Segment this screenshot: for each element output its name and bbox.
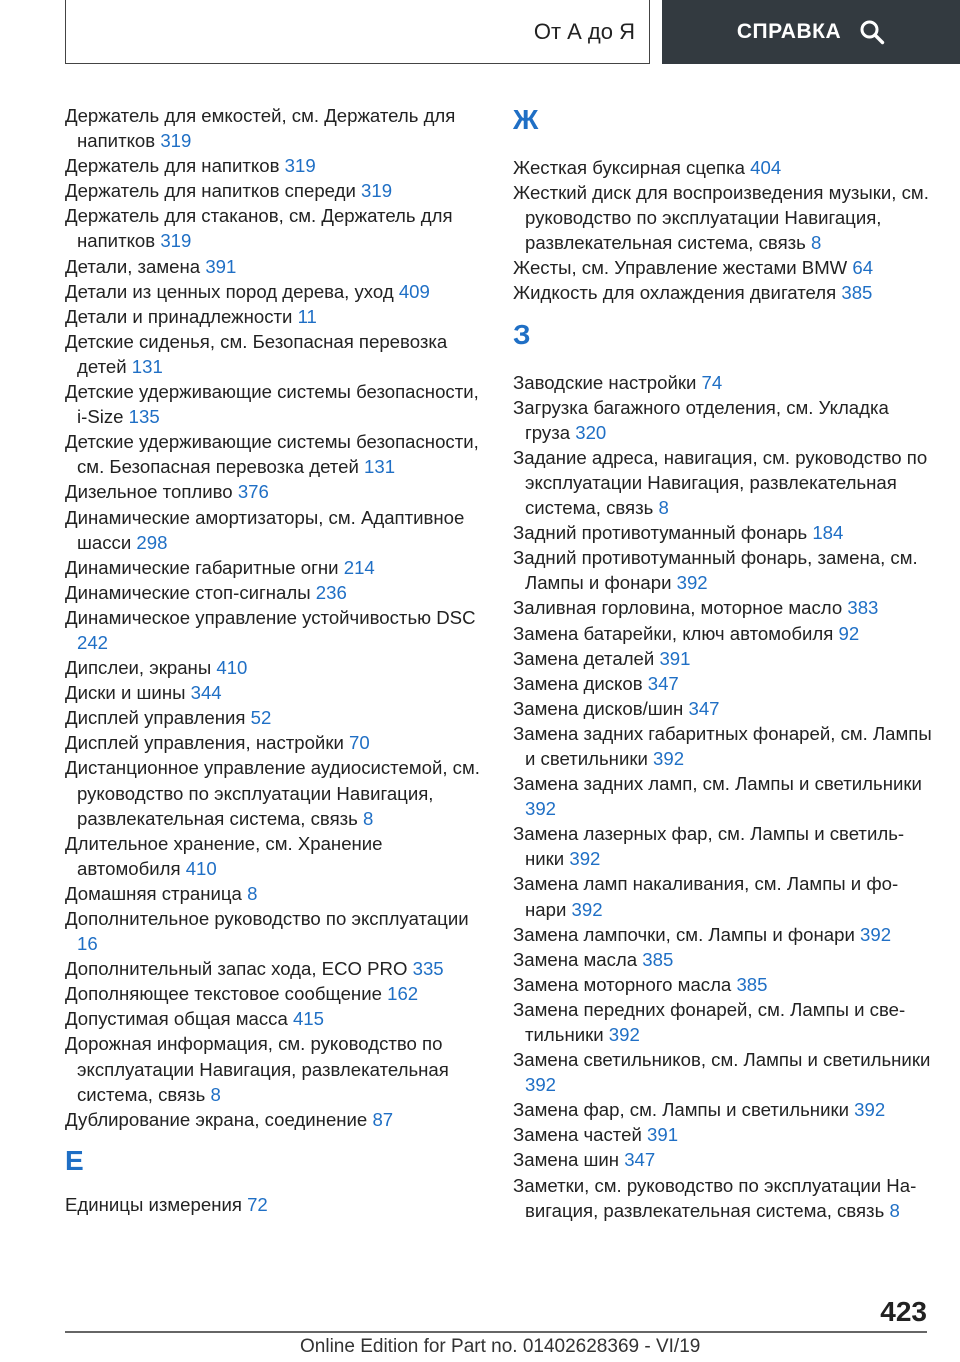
index-letter-heading: Е [65, 1144, 84, 1176]
index-entry [65, 906, 485, 956]
index-entry [65, 1107, 485, 1132]
index-entry-text: Заводские настройки [513, 371, 697, 393]
index-page-link[interactable]: 392 [525, 798, 557, 820]
index-page-link[interactable]: 391 [659, 647, 691, 669]
index-entry-text: Допустимая общая масса [65, 1008, 288, 1030]
index-entry [65, 1006, 485, 1031]
index-entry [513, 1047, 933, 1097]
index-page-link[interactable]: 74 [701, 371, 723, 393]
index-page-link[interactable]: 184 [812, 522, 844, 544]
index-entry-text: Динамические стоп-сигналы [65, 581, 311, 603]
index-entry-text: Жидкость для охлаждения двигателя [513, 282, 837, 304]
index-page-link[interactable]: 319 [361, 180, 393, 202]
index-page-link[interactable]: 409 [398, 280, 430, 302]
index-page-link[interactable]: 131 [131, 355, 163, 377]
index-entry-text: Жесткая буксирная сцепка [513, 157, 745, 178]
index-entry [65, 655, 485, 680]
index-entry [65, 680, 485, 705]
index-entry [65, 479, 485, 504]
index-page-link[interactable]: 135 [128, 406, 160, 428]
index-entry [65, 254, 485, 279]
index-entry-text: Замена деталей [513, 647, 655, 669]
index-entry-text: Дорожная информация, см. руководство по эксплуатации Навигация, развлекательная система, связь [65, 1033, 449, 1105]
index-entry-text: Замена задних ламп, см. Лампы и светильники [513, 773, 922, 795]
index-entry-text: Жесткий диск для воспроизведения музыки, см. руководство по эксплуатации Навигация, развлекательная система, связь [513, 182, 929, 254]
index-page-link[interactable]: 391 [647, 1124, 679, 1146]
index-entry-text: Заливная горловина, моторное масло [513, 597, 843, 619]
index-entry [513, 280, 933, 305]
index-entry [513, 696, 933, 721]
index-entry [65, 505, 485, 555]
index-page-link[interactable]: 70 [349, 732, 370, 754]
index-entry-text: Замена батарейки, ключ автомобиля [513, 622, 834, 644]
index-page-link[interactable]: 392 [571, 898, 603, 920]
index-page-link[interactable]: 319 [160, 130, 192, 152]
index-page-link[interactable]: 131 [364, 456, 396, 478]
index-page-link[interactable]: 391 [205, 255, 237, 277]
index-page-link[interactable]: 319 [160, 230, 192, 252]
index-page-link[interactable]: 385 [841, 282, 873, 304]
index-page-link[interactable]: 242 [77, 631, 109, 653]
index-entry-text: Держатель для напитков спереди [65, 180, 356, 202]
index-entry [513, 1122, 933, 1147]
index-entry [65, 831, 485, 881]
index-entry-text: Замена фар, см. Лампы и светильники [513, 1099, 849, 1121]
index-entry-text: Замена дисков [513, 672, 643, 694]
index-page-link[interactable]: 392 [569, 848, 601, 870]
index-page-link[interactable]: 320 [575, 421, 607, 443]
index-entry [513, 997, 933, 1047]
index-entry [513, 871, 933, 921]
index-page-link[interactable]: 16 [77, 933, 98, 955]
index-page-link[interactable]: 376 [237, 481, 269, 503]
index-entry-text: Детские удерживающие системы безопасности, см. Безопасная перевозка детей [65, 431, 479, 478]
index-entry-text: Динамические амортизаторы, см. Адаптивное шасси [65, 506, 465, 553]
index-entry [513, 947, 933, 972]
index-page-link[interactable]: 52 [250, 707, 272, 729]
index-page-link[interactable]: 8 [811, 232, 822, 254]
index-entry [65, 304, 485, 329]
index-entry [65, 1031, 485, 1106]
index-entry-text: Дистанционное управление аудиосистемой, см. руководство по эксплуатации Навигация, развлекательная система, связь [65, 757, 480, 829]
index-entry-text: Замена масла [513, 948, 638, 970]
index-entry-text: Держатель для емкостей, см. Держатель для напитков [65, 105, 456, 152]
index-page-link[interactable]: 8 [658, 497, 669, 519]
index-entry [65, 429, 485, 479]
index-entry-text: Детские удерживающие системы безопасности, i-Size [65, 381, 479, 428]
index-entry-text: Держатель для напитков [65, 155, 280, 177]
index-page-link[interactable]: 347 [647, 672, 679, 694]
index-page-link[interactable]: 392 [854, 1099, 886, 1121]
index-page-link[interactable]: 392 [653, 747, 685, 769]
index-entry-text: Задание адреса, навигация, см. руководство по эксплуатации Навигация, развлекательная система, связь [513, 446, 928, 519]
index-entry [65, 730, 485, 755]
index-entry-text: Домашняя страница [65, 882, 242, 904]
index-letter-heading: З [513, 318, 531, 350]
index-page-link[interactable]: 92 [838, 622, 860, 644]
footer-edition-text: Online Edition for Part no. 01402628369 - VI/19 [300, 1336, 701, 1357]
index-page-link[interactable]: 392 [860, 923, 892, 945]
page-number: 423 [880, 1296, 927, 1327]
index-entry [65, 555, 485, 580]
index-entry-text: Замена шин [513, 1149, 620, 1171]
index-page-link[interactable]: 64 [852, 257, 874, 279]
index-page-link[interactable]: 8 [889, 1199, 900, 1221]
index-entry [513, 646, 933, 671]
index-entry [513, 972, 933, 997]
index-entry [513, 1147, 933, 1172]
tab-help-label: СПРАВКА [736, 20, 842, 43]
index-entry [65, 755, 485, 830]
index-entry [513, 1173, 933, 1223]
index-entry-text: Детали и принадлежности [65, 305, 293, 327]
index-entry-text: Жесты, см. Управление жестами BMW [513, 257, 848, 279]
index-page-link[interactable]: 392 [676, 572, 708, 594]
index-entry [513, 721, 933, 771]
index-entry-text: Динамическое управление устойчивостью DSC [65, 606, 476, 628]
tab-a-to-z[interactable] [65, 0, 650, 64]
tab-a-to-z-label: От А до Я [533, 18, 635, 44]
index-entry-text: Дисплей управления [65, 707, 246, 729]
index-entry [513, 370, 933, 395]
index-page-link[interactable]: 392 [525, 1074, 557, 1096]
index-entry [65, 103, 485, 153]
index-entry-text: Замена лазерных фар, см. Лампы и светильники [513, 823, 905, 870]
index-entry-text: Дипслеи, экраны [65, 657, 212, 679]
index-entry-text: Замена светильников, см. Лампы и светильники [513, 1049, 931, 1071]
index-entry-text: Замена моторного масла [513, 973, 732, 995]
index-entry-text: Держатель для стаканов, см. Держатель для напитков [65, 205, 453, 252]
index-page-link[interactable]: 8 [247, 882, 258, 904]
index-entry-text: Единицы измерения [65, 1193, 242, 1215]
index-entry [513, 545, 933, 595]
index-entry-text: Замена передних фонарей, см. Лампы и светильники [513, 998, 906, 1045]
index-page-link[interactable]: 410 [185, 857, 217, 879]
index-entry-text: Дублирование экрана, соединение [65, 1108, 368, 1130]
index-entry-text: Задний противотуманный фонарь [513, 522, 808, 544]
index-entry-text: Дополнительный запас хода, ECO PRO [65, 958, 408, 980]
index-entry [513, 395, 933, 445]
index-entry [65, 203, 485, 253]
index-entry-text: Замена дисков/шин [513, 697, 684, 719]
index-page-link[interactable]: 383 [847, 597, 879, 619]
index-column-right [513, 103, 933, 1223]
index-page-link[interactable]: 298 [136, 531, 168, 553]
index-entry-text: Детали из ценных пород дерева, уход [65, 280, 394, 302]
index-entry [513, 255, 933, 280]
index-entry [513, 922, 933, 947]
index-entry [65, 1192, 485, 1217]
index-page-link[interactable]: 236 [315, 581, 347, 603]
index-entry [65, 705, 485, 730]
index-entry-text: Дизельное топливо [65, 481, 233, 503]
index-entry-text: Замена задних габаритных фонарей, см. Лампы и светильники [513, 722, 932, 769]
index-entry [513, 1097, 933, 1122]
index-entry [513, 671, 933, 696]
index-page-link[interactable]: 347 [688, 697, 720, 719]
index-entry-text: Замена частей [513, 1124, 642, 1146]
index-entry [65, 956, 485, 981]
index-entry [65, 981, 485, 1006]
index-entry-text: Детские сиденья, см. Безопасная перевозка детей [65, 330, 448, 377]
index-entry-text: Длительное хранение, см. Хранение автомобиля [65, 832, 383, 879]
index-entry [65, 279, 485, 304]
index-entry [513, 821, 933, 871]
index-page-link[interactable]: 410 [216, 657, 248, 679]
index-entry [65, 329, 485, 379]
index-entry [65, 379, 485, 429]
index-page-link[interactable]: 344 [190, 682, 222, 704]
index-page-link[interactable]: 214 [343, 556, 375, 578]
index-page-link[interactable]: 162 [387, 983, 419, 1005]
index-page-link[interactable]: 72 [247, 1193, 268, 1215]
index-page-link[interactable]: 415 [292, 1008, 324, 1030]
index-entry-text: Дополнительное руководство по эксплуатации [65, 908, 469, 929]
index-page-link[interactable]: 385 [642, 948, 674, 970]
index-entry-text: Задний противотуманный фонарь, замена, см. Лампы и фонари [513, 547, 918, 594]
index-page-link[interactable]: 87 [372, 1108, 394, 1130]
index-entry-text: Дополняющее текстовое сообщение [65, 983, 382, 1005]
index-page-link[interactable]: 392 [608, 1024, 640, 1045]
index-page-link[interactable]: 385 [736, 973, 768, 995]
search-icon [859, 19, 885, 45]
footer-divider [65, 1331, 927, 1333]
index-entry-text: Диски и шины [65, 682, 186, 704]
index-entry [513, 445, 933, 520]
index-entry-text: Динамические габаритные огни [65, 556, 339, 578]
index-entry [513, 771, 933, 821]
index-page-link[interactable]: 319 [284, 155, 316, 177]
index-entry-text: Замена лампочки, см. Лампы и фонари [513, 923, 855, 945]
index-entry [65, 605, 485, 655]
index-entry [65, 178, 485, 203]
index-page-link[interactable]: 8 [363, 807, 374, 829]
index-entry-text: Дисплей управления, настройки [65, 732, 344, 754]
index-entry-text: Детали, замена [65, 255, 201, 277]
index-entry [513, 155, 933, 180]
index-entry [513, 180, 933, 255]
index-entry-text: Замена ламп накаливания, см. Лампы и фонари [513, 873, 899, 920]
index-entry [513, 621, 933, 646]
index-entry [513, 520, 933, 545]
index-entry [65, 153, 485, 178]
index-letter-heading: Ж [513, 104, 539, 135]
index-page-link[interactable]: 11 [297, 305, 317, 327]
tab-help[interactable] [662, 0, 960, 64]
index-page-link[interactable]: 335 [412, 958, 444, 980]
index-page-link[interactable]: 8 [210, 1083, 221, 1105]
index-column-left [65, 103, 485, 1217]
index-entry [65, 881, 485, 906]
index-entry-text: Заметки, см. руководство по эксплуатации Навигация, развлекательная система, связь [513, 1174, 917, 1221]
index-page-link[interactable]: 404 [750, 157, 782, 178]
index-entry [65, 580, 485, 605]
index-entry-text: Загрузка багажного отделения, см. Укладка груза [513, 396, 889, 443]
index-entry [513, 595, 933, 620]
index-page-link[interactable]: 347 [624, 1149, 656, 1171]
